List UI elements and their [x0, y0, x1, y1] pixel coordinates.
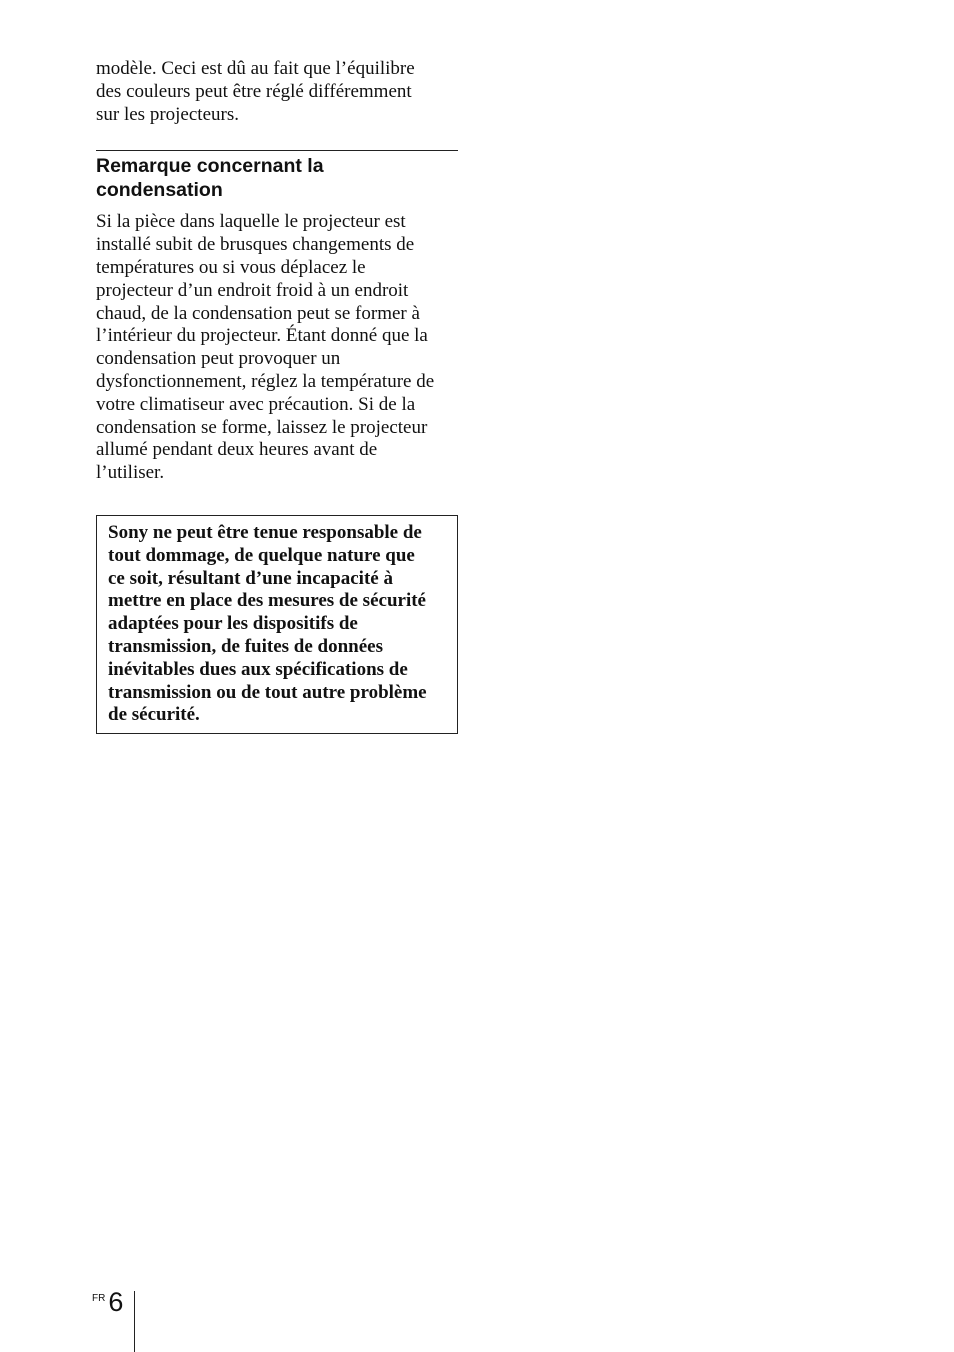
- liability-notice-box: Sony ne peut être tenue responsable de tout dommage, de quelque nature que ce soit, résultant d’une incapacité à mettre en place des mesures de sécurité adaptées pour les dispositifs de transmission, de fuites de données inévitables dues aux spécifications de transmission ou de tout autre problème de sécurité.: [96, 515, 458, 734]
- footer-divider: [134, 1291, 135, 1352]
- language-code: FR: [92, 1293, 106, 1304]
- page-footer: [92, 1288, 123, 1316]
- condensation-section: [96, 150, 458, 485]
- condensation-paragraph: Si la pièce dans laquelle le projecteur est installé subit de brusques changements de températures ou si vous déplacez le projecteur d’un endroit froid à un endroit chaud, de la condensation peut se former à l’intérieur du projecteur. Étant donné que la condensation peut provoquer un dysfonctionnement, réglez la température de votre climatiseur avec précaution. Si de la condensation se forme, laissez le projecteur allumé pendant deux heures avant de l’utiliser.: [96, 211, 435, 484]
- text-column: [96, 58, 458, 734]
- intro-paragraph: modèle. Ceci est dû au fait que l’équilibre des couleurs peut être réglé différemment sur les projecteurs.: [96, 58, 415, 125]
- section-heading: Remarque concernant la condensation: [96, 150, 458, 202]
- page-number: 6: [108, 1287, 124, 1317]
